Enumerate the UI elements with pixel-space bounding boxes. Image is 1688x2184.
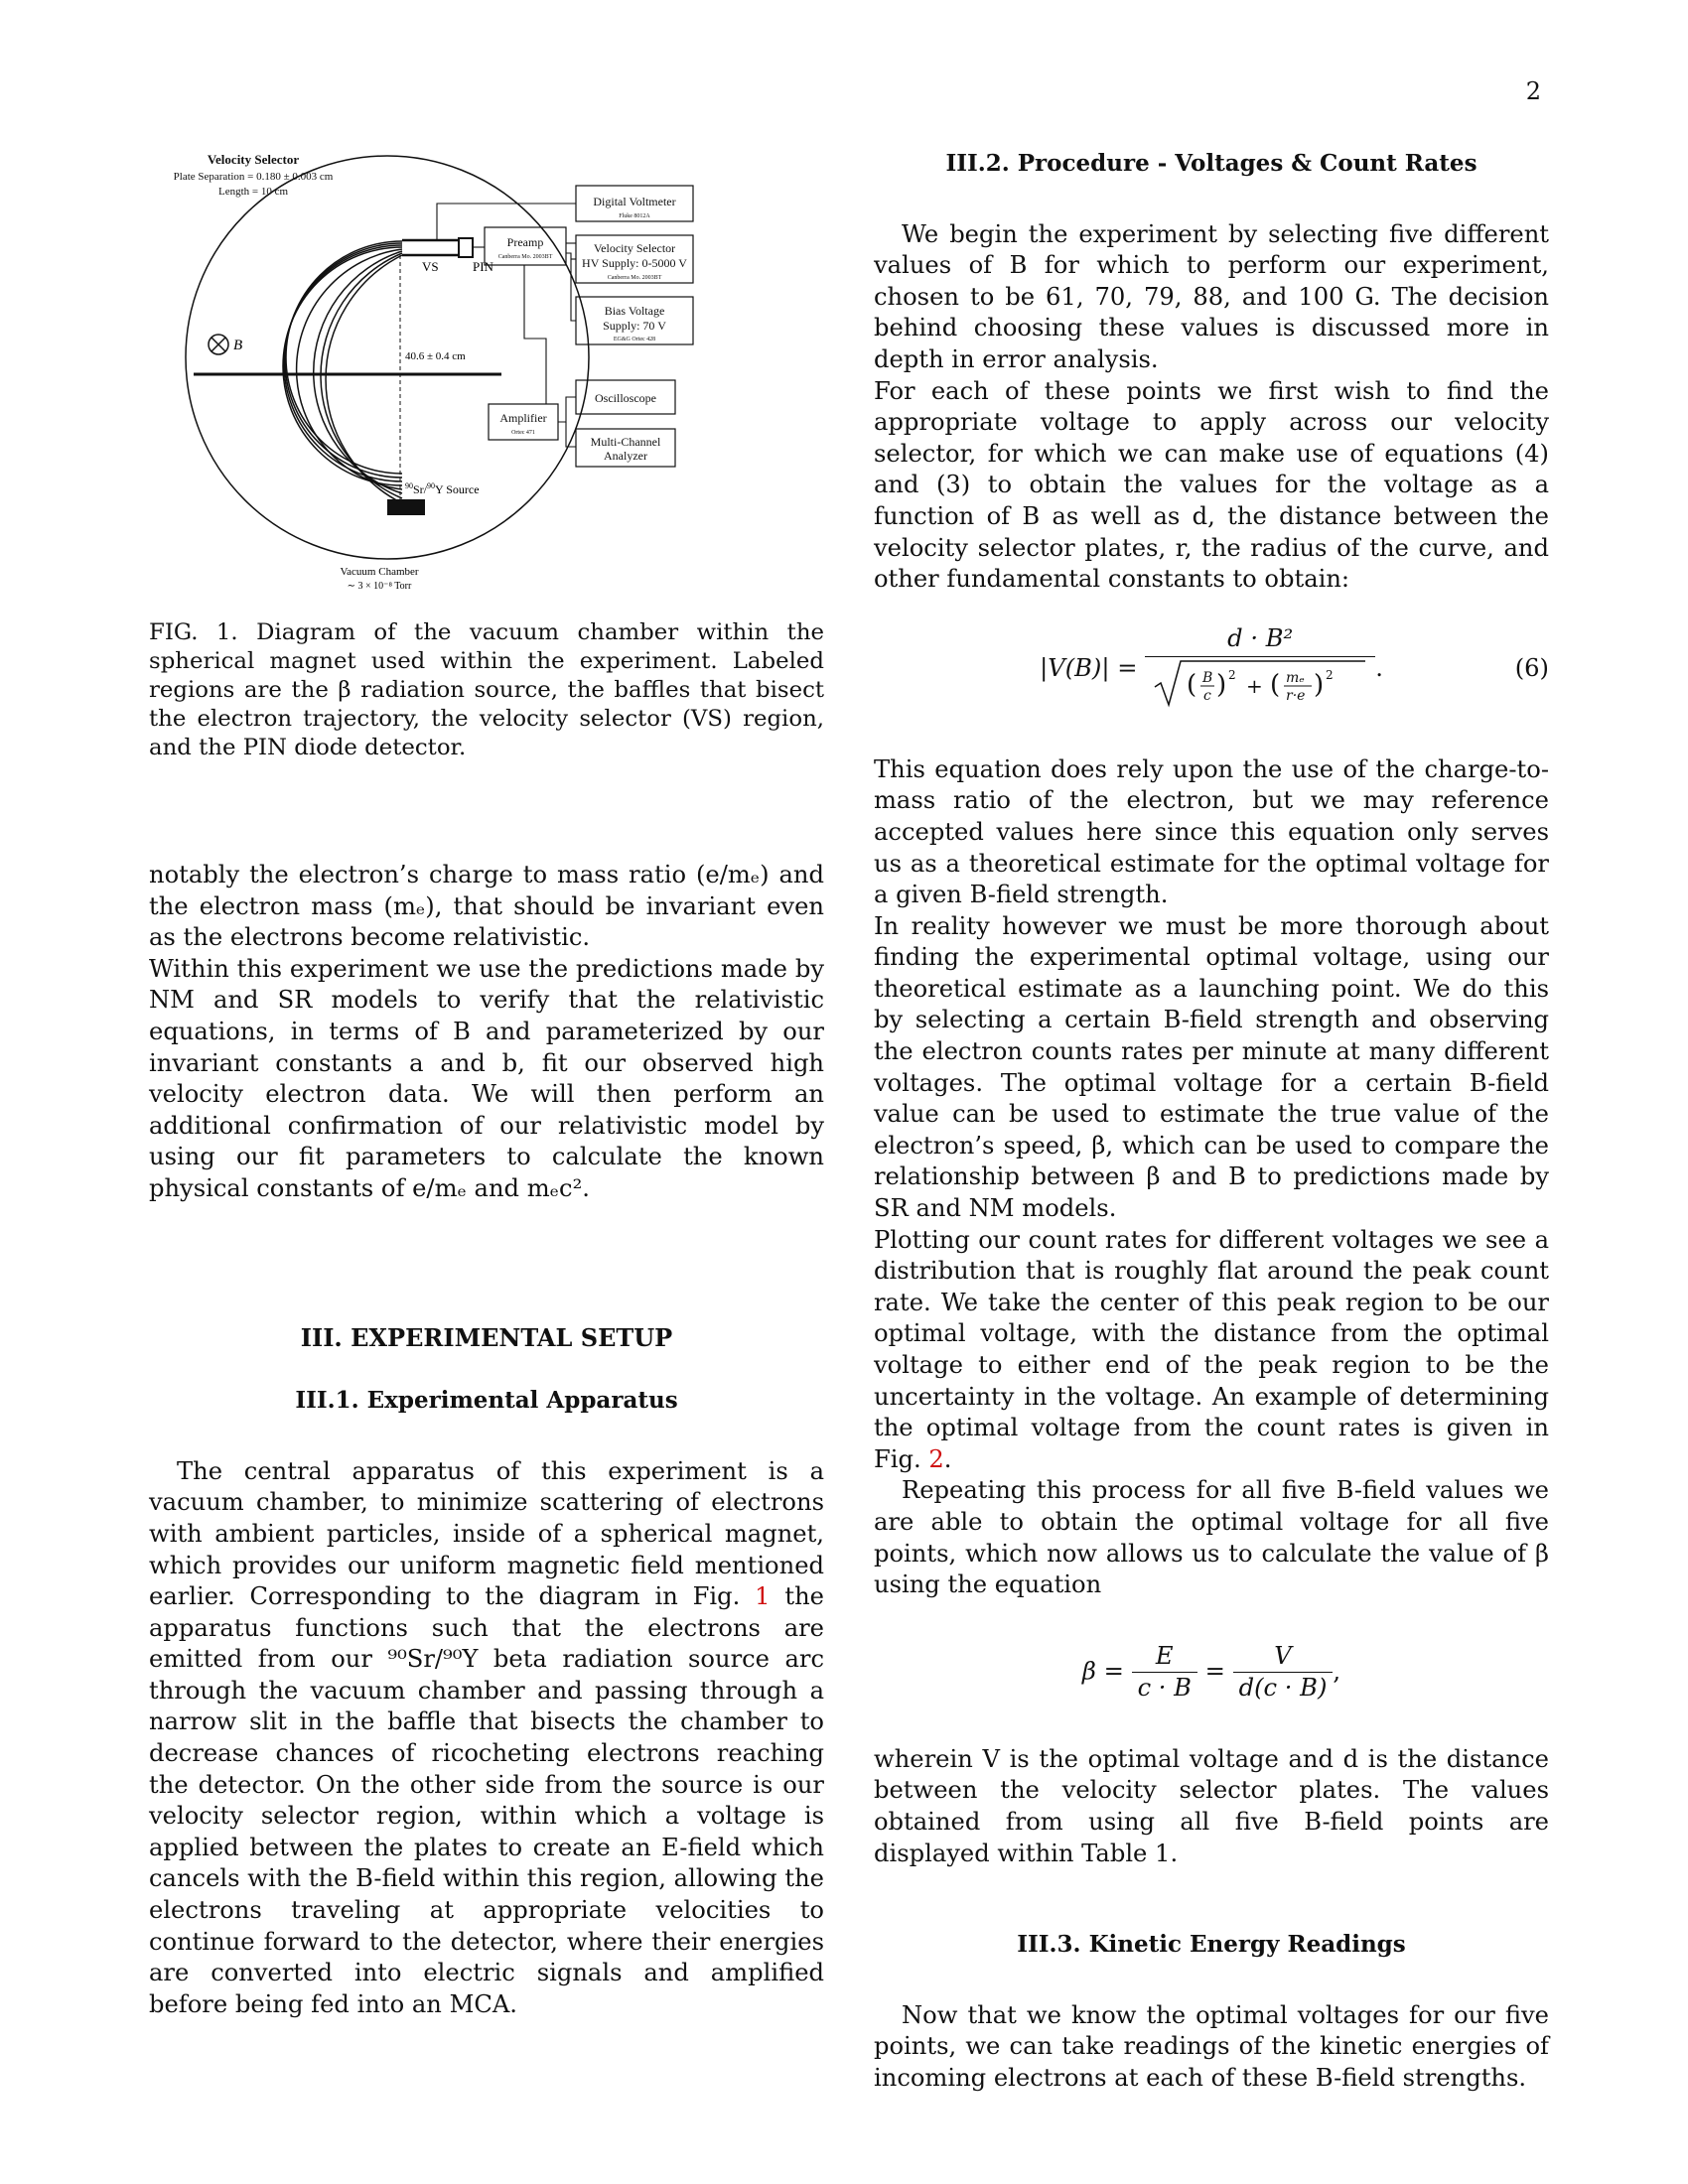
source-label: $^{90}$Sr/$^{90}$Y Source [405,481,480,496]
right-column [874,144,1549,2095]
fig-plate-sep: Plate Separation = 0.180 ± 0.003 cm [173,171,334,183]
right-paragraph-5: Plotting our count rates for different voltages we see a distribution that is roughly flat around the peak count rate. We take the center of this peak region to be our optimal voltage, with the distance from the optimal voltage to either end of the peak region to be the uncertainty in the voltage. An example of determining the optimal voltage from the count rates is given in Fig. 2. [874,1225,1549,1473]
eq6-numerator: d · B² [1145,621,1375,658]
eq6-denominator [1145,657,1375,718]
vs-label: VS [422,259,439,274]
vs-supply-label-2: HV Supply: 0-5000 V [582,256,687,270]
right-paragraph-6: Repeating this process for all five B-field values we are able to obtain the optimal voltage for all five points, which now allows us to calculate the value of β using the equation [874,1476,1549,1599]
svg-text:): ) [1314,670,1325,701]
subsection-heading-iii-3: III.3. Kinetic Energy Readings [1017,1931,1406,1959]
dvm-model: Fluke 8012A [619,213,650,219]
apparatus-diagram [149,144,824,601]
eq6-number: (6) [1514,653,1549,682]
fig-length: Length = 10 cm [217,186,289,198]
right-paragraph-2: For each of these points we first wish to find the appropriate voltage to apply across our velocity selector, for which we can make use of equations (4) and (3) to obtain the values for the voltage as a function of B as well as d, the distance between the velocity selector plates, r, the radius of the curve, and other fundamental constants to obtain: [874,376,1549,594]
pin-label: PIN [473,259,493,274]
svg-text:(: ( [1270,670,1281,701]
section-heading-iii: III. EXPERIMENTAL SETUP [300,1322,673,1352]
eq-beta-lhs: β = [1081,1657,1124,1686]
eq6-lhs: |V(B)| = [1040,653,1138,682]
svg-text:+: + [1246,674,1263,699]
svg-text:2: 2 [1228,668,1236,683]
equation-beta: β = $\frac{E}{c \cdot B}$ = $\frac{V}{d(c \cdot B)}$ , [874,1627,1549,1718]
mca-label-1: Multi-Channel [590,435,661,449]
eq-beta-frac-1: $\frac{E}{c \cdot B}$ [1132,1641,1197,1705]
left-paragraph-1: notably the electron’s charge to mass ratio (e/mₑ) and the electron mass (mₑ), that should be invariant even as the electrons become relativistic. [149,861,824,952]
amplifier-label: Amplifier [499,411,547,425]
left-paragraph-3: The central apparatus of this experiment is a vacuum chamber, to minimize scattering of electrons with ambient particles, inside of a spherical magnet, which provides our uniform magnetic field mentioned earlier. Corresponding to the diagram in Fig. 1 the apparatus functions such that the electrons are emitted from our ⁹⁰Sr/⁹⁰Y beta radiation source arc through the vacuum chamber and passing through a narrow slit in the baffle that bisects the chamber to decrease chances of ricocheting electrons reaching the detector. On the other side from the source is our velocity selector region, within which a voltage is applied between the plates to create an E-field which cancels with the B-field within this region, allowing the electrons traveling at appropriate velocities to continue forward to the detector, where their energies are converted into electric signals and amplified before being fed into an MCA. [149,1456,824,2018]
right-paragraph-4: In reality however we must be more thorough about finding the experimental optimal voltage, using our theoretical estimate as a launching point. We do this by selecting a certain B-field strength and observing the electron counts rates per minute at many different voltages. The optimal voltage for a certain B-field value can be used to estimate the true value of the electron’s speed, β, which can be used to compare the relationship between β and B to predictions made by SR and NM models. [874,911,1549,1223]
amplifier-model: Ortec 471 [511,430,535,436]
eq6-sqrt-denominator [1151,657,1369,709]
vacuum-chamber-circle [186,156,589,559]
subsection-heading-iii-2: III.2. Procedure - Voltages & Count Rates [945,150,1477,177]
pressure-label: ∼ 3 × 10⁻⁸ Torr [347,581,412,592]
bias-label-2: Supply: 70 V [603,319,666,333]
svg-text:mₑ: mₑ [1286,670,1305,687]
oscilloscope-label: Oscilloscope [595,391,656,405]
svg-text:): ) [1216,670,1227,701]
fig-title: Velocity Selector [207,152,300,167]
dvm-label: Digital Voltmeter [593,195,676,208]
svg-text:2: 2 [1326,668,1334,683]
eq-beta-frac-2: $\frac{V}{d(c \cdot B)}$ [1233,1641,1334,1705]
right-paragraph-3: This equation does rely upon the use of the charge-to-mass ratio of the electron, but we may reference accepted values here since this equation only serves us as a theoretical estimate for the optimal voltage for a given B-field strength. [874,754,1549,909]
equation-6: |V(B)| = d · B² ( B c ) 2 + ( mₑ r·e ) 2 . (6) [874,621,1549,729]
svg-text:B: B [1202,670,1213,687]
bias-label-1: Bias Voltage [604,304,665,318]
fig-1-reference[interactable]: 1 [755,1582,771,1611]
svg-text:(: ( [1187,670,1197,701]
bias-model: EG&G Ortec 428 [613,337,656,342]
b-label: B [233,338,243,353]
figure-1 [149,144,824,611]
right-paragraph-8: Now that we know the optimal voltages for our five points, we can take readings of the kinetic energies of incoming electrons at each of these B-field strengths. [874,2000,1549,2092]
fig-2-reference[interactable]: 2 [928,1444,944,1473]
vs-supply-label-1: Velocity Selector [593,241,676,255]
figure-caption: FIG. 1. Diagram of the vacuum chamber within the spherical magnet used within the experiment. Labeled regions are the β radiation source, the baffles that bisect the electron trajectory, the velocity selector (VS) region, and the PIN diode detector. [149,619,824,760]
preamp-label: Preamp [506,235,544,249]
right-paragraph-1: We begin the experiment by selecting five different values of B for which to perform our experiment, chosen to be 61, 70, 79, 88, and 100 G. The decision behind choosing these values is discussed more in depth in error analysis. [874,219,1549,373]
pin-detector [459,238,473,257]
electron-trajectories [283,241,402,503]
preamp-model: Canberra Mo. 2003BT [497,254,553,260]
subsection-heading-iii-1: III.1. Experimental Apparatus [295,1387,678,1415]
left-paragraph-2: Within this experiment we use the predictions made by NM and SR models to verify that the relativistic equations, in terms of B and parameterized by our invariant constants a and b, fit our observed high velocity electron data. We will then perform an additional confirmation of our relativistic model by using our fit parameters to calculate the known physical constants of e/mₑ and mₑc². [149,954,824,1202]
left-column [149,144,824,2020]
vs-supply-model: Canberra Mo. 2003BT [607,275,662,281]
chamber-label: Vacuum Chamber [340,566,419,578]
svg-text:r·e: r·e [1286,688,1306,705]
page-number: 2 [1525,77,1541,105]
right-paragraph-7: wherein V is the optimal voltage and d is the distance between the velocity selector plates. The values obtained from using all five B-field points are displayed within Table 1. [874,1744,1549,1867]
eq6-fraction [1145,621,1375,718]
mca-label-2: Analyzer [604,449,647,463]
radius-label: 40.6 ± 0.4 cm [405,350,466,362]
source-block [387,499,425,515]
svg-text:c: c [1203,688,1212,705]
